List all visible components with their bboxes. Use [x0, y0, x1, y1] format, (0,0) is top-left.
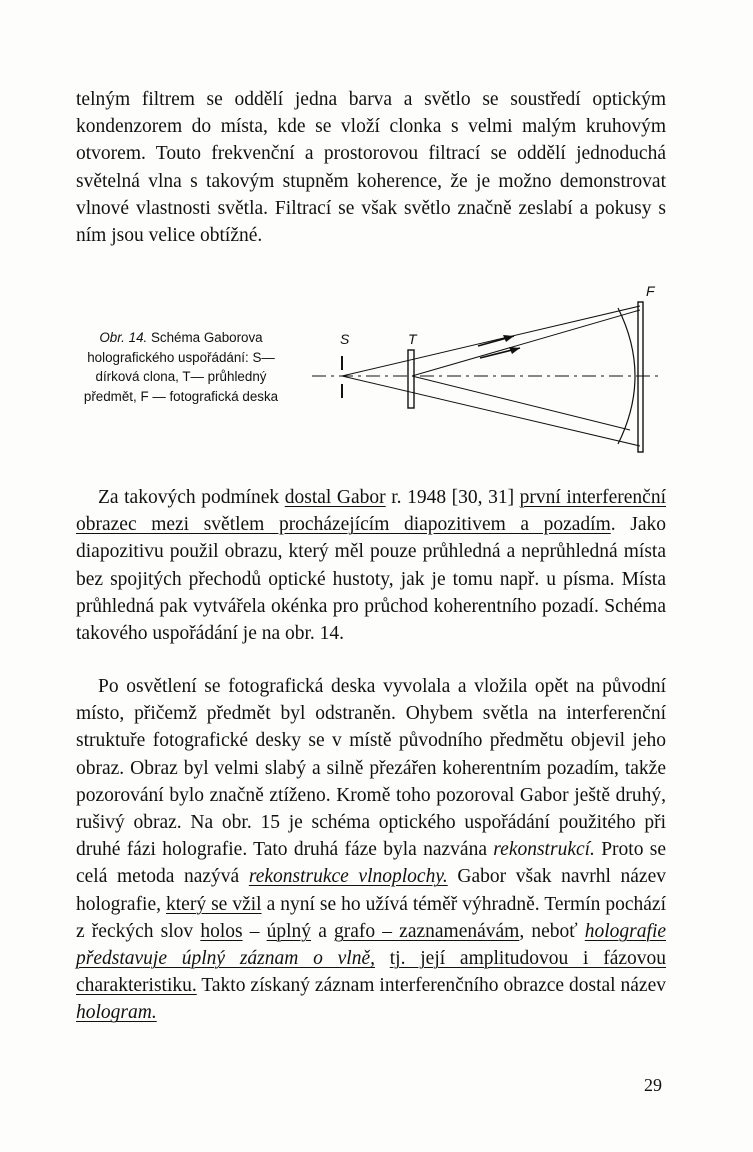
label-s: S — [340, 331, 350, 347]
ray-lower — [342, 376, 640, 446]
text-run: Proto se celá metoda nazývá — [76, 839, 667, 888]
underlined-run: dostal Gabor — [284, 487, 386, 508]
text-run: Za takových podmínek — [98, 487, 285, 508]
arrow-upper-head — [503, 335, 514, 342]
text-run: Po osvětlení se fotografická deska vyvolala a vložila opět na původní místo, přičemž předmět byl odstraněn. Ohybem světla na interferenční struktuře fotografické desky se v místě původního předmětu objevil jeho obraz. Obraz byl velmi slabý a silně přezářen koherentním pozadím, takže pozorování bylo značně ztíženo. Kromě toho pozoroval Gabor ještě druhý, rušivý obraz. Na obr. 15 je schéma optického uspořádání použitého při druhé fázi holografie. Tato druhá fáze byla nazvána — [76, 676, 666, 861]
text-run: , neboť — [519, 920, 585, 942]
text-run: Takto získaný záznam interferenčního obrazce dostal název — [196, 975, 666, 997]
text-run: – — [242, 920, 267, 942]
italic-run: rekonstrukcí. — [493, 839, 595, 861]
underlined-run: který se vžil — [166, 893, 262, 915]
text-run — [375, 948, 390, 969]
scatter-ray-lower — [412, 376, 630, 430]
transparent-object — [408, 350, 414, 408]
gabor-schema-figure — [300, 280, 670, 460]
paragraph-3 — [76, 673, 666, 1027]
arrow-lower-head — [509, 347, 520, 354]
text-run: a — [311, 920, 334, 942]
text-run: a nyní se ho užívá téměř výhradně. Termín pochází z řeckých slov — [76, 893, 666, 942]
ray-upper — [342, 306, 640, 376]
label-t: T — [408, 331, 417, 347]
photographic-plate — [638, 302, 643, 452]
underlined-run: první interferenční obrazec mezi světlem procházejícím diapozitivem a pozadím — [76, 487, 667, 536]
paragraph-1: telným filtrem se oddělí jedna barva a světlo se soustředí optickým kondenzorem do místa, kde se vloží clonka s velmi malým kruhovým otvorem. Touto frekvenční a prostorovou filtrací se oddělí jednoduchá světelná vlna s takovým stupněm koherence, že je možno demonstrovat vlnové vlastnosti světla. Filtrací se však světlo značně zeslabí a pokusy s ním jsou velice obtížné. — [76, 89, 666, 247]
figure-caption-text: Schéma Gaborova holografického uspořádání: S— dírková clona, T— průhledný předmět, F — fotografická deska — [83, 330, 279, 404]
label-f: F — [646, 283, 655, 299]
underlined-run: úplný — [266, 920, 312, 942]
scatter-ray-upper — [412, 310, 640, 376]
text-run: . Jako diapozitivu použil obrazu, který měl pouze průhledná a neprůhledná místa bez spojitých přechodů optické hustoty, jak je tomu např. u písma. Místa průhledná pak vytvářela okénka pro průchod koherentního pozadí. Schéma takového uspořádání je na obr. 14. — [76, 514, 666, 645]
figure-caption — [70, 328, 292, 406]
figure-label: Obr. 14. — [99, 330, 148, 345]
page-number: 29 — [644, 1075, 662, 1095]
text-run: Gabor však navrhl název holografie, — [76, 866, 666, 915]
italic-underlined-run: holografie představuje úplný záznam o vlně, — [76, 920, 667, 970]
underlined-run: grafo – zaznamenávám — [334, 920, 520, 942]
paragraph-2 — [76, 484, 666, 647]
italic-underlined-run: hologram. — [76, 1002, 157, 1024]
underlined-run: tj. její amplitudovou i fázovou charakteristiku. — [76, 948, 667, 997]
italic-underlined-run: rekonstrukce vlnoplochy. — [248, 866, 448, 888]
text-run: r. 1948 [30, 31] — [385, 487, 520, 508]
underlined-run: holos — [200, 920, 243, 942]
